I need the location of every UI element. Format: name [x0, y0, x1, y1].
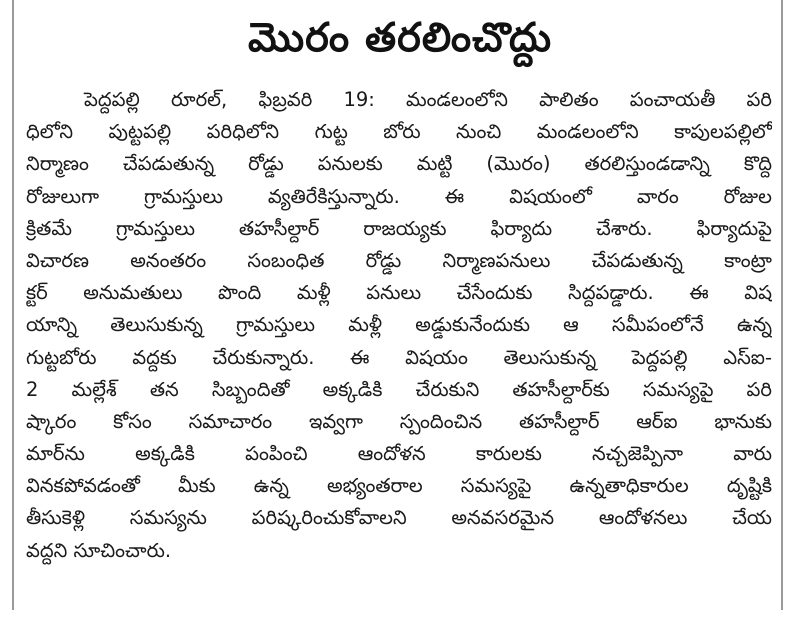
- article-line: క్టర్ అనుమతులు పొంది మళ్లీ పనులు చేసేందుకు సిద్దపడ్డారు. ఈ విష: [26, 281, 772, 305]
- article-line: వద్దని సూచించారు.: [26, 538, 172, 562]
- article-line: పెద్దపల్లి రూరల్, ఫిబ్రవరి 19: మండలంలోని పాలితం పంచాయతీ పరి: [84, 88, 772, 111]
- article-body: [26, 84, 772, 567]
- article-line: క్రితమే గ్రామస్తులు తహసీల్దార్ రాజయ్యకు ఫిర్యాదు చేశారు. ఫిర్యాదుపై: [26, 216, 772, 240]
- article-line: ష్కారం కోసం సమాచారం ఇవ్వగా స్పందించిన తహసీల్దార్ ఆర్ఐ భానుకు: [26, 409, 772, 433]
- article-line: వినకపోవడంతో మీకు ఉన్న అభ్యంతరాల సమస్యపై ఉన్నతాధికారుల దృష్టికి: [26, 474, 772, 498]
- article-line: 2 మల్లేశ్ తన సిబ్బందితో అక్కడికి చేరుకుని తహసీల్దార్‌కు సమస్యపై పరి: [26, 377, 772, 401]
- article-line: రోజులుగా గ్రామస్తులు వ్యతిరేకిస్తున్నారు. ఈ విషయంలో వారం రోజుల: [26, 184, 772, 208]
- article-line: విచారణ అనంతరం సంబంధిత రోడ్డు నిర్మాణపనులు చేపడుతున్న కాంట్రా: [26, 248, 772, 272]
- right-column-rule: [781, 0, 783, 610]
- article-line: నిర్మాణం చేపడుతున్న రోడ్డు పనులకు మట్టి (మొరం) తరలిస్తుండడాన్ని కొద్ది: [26, 152, 772, 176]
- article-line: యాన్ని తెలుసుకున్న గ్రామస్తులు మళ్లీ అడ్డుకునేందుకు ఆ సమీపంలోనే ఉన్న: [26, 313, 772, 337]
- article-line: గుట్టబోరు వద్దకు చేరుకున్నారు. ఈ విషయం తెలుసుకున్న పెద్దపల్లి ఎస్ఐ-: [26, 345, 772, 369]
- headline: మొరం తరలించొద్దు: [247, 15, 553, 61]
- article-line: ధిలోని పుట్టపల్లి పరిధిలోని గుట్ట బోరు నుంచి మండలంలోని కాపులపల్లిలో: [26, 120, 772, 144]
- article-line: మార్‌ను అక్కడికి పంపించి ఆందోళన కారులకు నచ్చజెప్పినా వారు: [26, 442, 772, 466]
- left-column-rule: [12, 0, 14, 610]
- article-line: తీసుకెళ్లి సమస్యను పరిష్కరించుకోవాలని అనవసరమైన ఆందోళనలు చేయ: [26, 506, 772, 530]
